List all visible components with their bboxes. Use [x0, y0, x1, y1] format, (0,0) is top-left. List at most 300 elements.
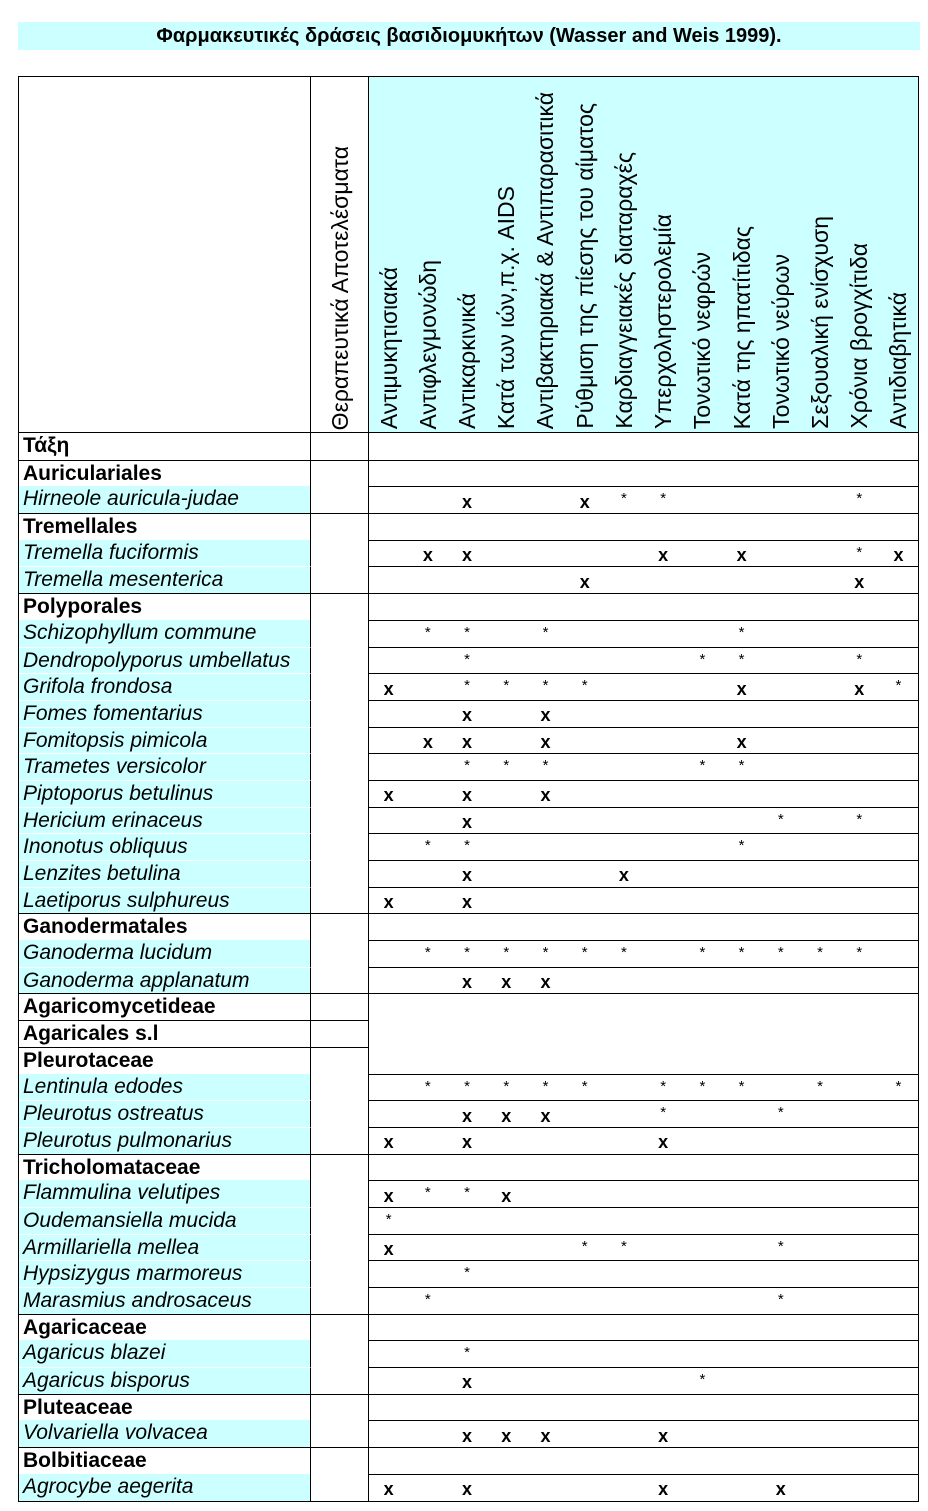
empty-cell	[761, 754, 800, 780]
effects-cells	[369, 1314, 918, 1341]
empty-cell	[683, 567, 722, 593]
mark-x: x	[422, 731, 433, 752]
column-header	[447, 77, 486, 432]
mark-asterisk: *	[464, 623, 470, 641]
group-name: Τάξη	[19, 433, 311, 460]
empty-cell	[879, 1261, 918, 1287]
species-name: Piptoporus betulinus	[19, 780, 311, 807]
effects-cells	[369, 1180, 918, 1207]
therapeutic-results-cell	[311, 1420, 369, 1447]
species-name: Hirneole auricula-judae	[19, 486, 311, 513]
empty-cell	[604, 1075, 643, 1101]
empty-cell	[722, 1368, 761, 1394]
empty-cell	[604, 1261, 643, 1287]
effects-cells	[369, 700, 918, 727]
species-name: Lenzites betulina	[19, 860, 311, 887]
empty-cell	[604, 648, 643, 674]
empty-cell	[565, 1181, 604, 1207]
species-name: Volvariella volvacea	[19, 1420, 311, 1447]
empty-cell	[408, 1368, 447, 1394]
empty-cell	[644, 728, 683, 754]
empty-cell	[683, 1101, 722, 1127]
empty-cell	[565, 648, 604, 674]
group-name: Tremellales	[19, 513, 311, 540]
species-row	[19, 540, 918, 567]
mark-x: x	[462, 1105, 473, 1126]
empty-cell	[761, 674, 800, 700]
species-name: Hericium erinaceus	[19, 807, 311, 834]
mark-asterisk: *	[464, 837, 470, 855]
empty-cell	[408, 1208, 447, 1234]
empty-cell	[840, 888, 879, 914]
mark-x: x	[854, 571, 865, 592]
empty-cell	[761, 888, 800, 914]
therapeutic-results-cell	[311, 753, 369, 780]
mark-x: x	[383, 678, 394, 699]
species-name: Grifola frondosa	[19, 673, 311, 700]
empty-cell	[761, 1208, 800, 1234]
empty-cell	[840, 754, 879, 780]
empty-cell	[644, 808, 683, 834]
mark-x: x	[383, 892, 394, 913]
species-name: Pleurotus pulmonarius	[19, 1127, 311, 1154]
empty-cell	[487, 1288, 526, 1314]
empty-cell	[761, 541, 800, 567]
empty-cell	[369, 487, 408, 513]
group-name: Ganodermatales	[19, 913, 311, 940]
empty-cell	[683, 621, 722, 647]
effects-cells	[369, 913, 918, 940]
empty-cell	[683, 1288, 722, 1314]
therapeutic-results-cell	[311, 1260, 369, 1287]
therapeutic-results-cell	[311, 833, 369, 860]
therapeutic-results-cell	[311, 566, 369, 593]
mark-asterisk: *	[464, 1184, 470, 1202]
empty-cell	[644, 1368, 683, 1394]
group-name: Agaricaceae	[19, 1314, 311, 1341]
therapeutic-results-cell	[311, 540, 369, 567]
empty-cell	[604, 1208, 643, 1234]
species-row	[19, 700, 918, 727]
column-header-label: Χρόνια βρογχίτιδα	[846, 243, 873, 429]
mark-asterisk: *	[424, 623, 431, 641]
empty-cell	[487, 567, 526, 593]
species-row	[19, 1420, 918, 1447]
empty-cell	[879, 834, 918, 860]
empty-cell	[604, 567, 643, 593]
empty-cell	[761, 701, 800, 727]
empty-cell	[840, 1235, 879, 1261]
empty-cell	[487, 621, 526, 647]
empty-cell	[761, 567, 800, 593]
mark-x: x	[383, 1479, 394, 1500]
empty-cell	[604, 1475, 643, 1501]
effects-cells	[369, 1100, 918, 1127]
mark-asterisk: *	[621, 944, 627, 962]
therapeutic-results-cell	[311, 647, 369, 674]
empty-cell	[644, 1235, 683, 1261]
column-header-label: Αντικαρκινικά	[454, 293, 481, 429]
empty-cell	[408, 1475, 447, 1501]
mark-x: x	[736, 545, 747, 566]
mark-asterisk: *	[777, 810, 784, 828]
mark-asterisk: *	[738, 650, 745, 668]
empty-cell	[879, 1368, 918, 1394]
effects-cells	[369, 1340, 918, 1367]
empty-cell	[879, 808, 918, 834]
empty-cell	[722, 701, 761, 727]
empty-cell	[683, 1475, 722, 1501]
therapeutic-results-cell	[311, 1154, 369, 1181]
effects-cells	[369, 1367, 918, 1394]
therapeutic-results-cell	[311, 1020, 369, 1047]
empty-cell	[879, 728, 918, 754]
group-name: Tricholomataceae	[19, 1154, 311, 1181]
empty-cell	[800, 1208, 839, 1234]
empty-cell	[487, 541, 526, 567]
therapeutic-results-cell	[311, 673, 369, 700]
empty-cell	[800, 541, 839, 567]
empty-cell	[761, 1261, 800, 1287]
empty-cell	[879, 941, 918, 967]
column-header-label: Σεξουαλική ενίσχυση	[807, 216, 834, 429]
mark-x: x	[618, 865, 629, 886]
mark-asterisk: *	[699, 1371, 706, 1389]
empty-cell	[487, 1261, 526, 1287]
empty-cell	[800, 487, 839, 513]
empty-cell	[722, 1181, 761, 1207]
mark-x: x	[658, 1132, 669, 1153]
empty-cell	[487, 487, 526, 513]
empty-cell	[644, 968, 683, 994]
mark-asterisk: *	[621, 1237, 627, 1255]
empty-cell	[761, 968, 800, 994]
group-name: Auriculariales	[19, 460, 311, 487]
column-header-label: Αντιδιαβητικά	[885, 292, 912, 429]
mark-x: x	[579, 491, 590, 512]
group-row	[19, 913, 918, 940]
empty-cell	[408, 1235, 447, 1261]
empty-cell	[644, 781, 683, 807]
therapeutic-results-cell	[311, 1180, 369, 1207]
empty-cell	[644, 754, 683, 780]
empty-cell	[722, 1288, 761, 1314]
empty-cell	[879, 701, 918, 727]
empty-cell	[369, 1368, 408, 1394]
empty-cell	[879, 754, 918, 780]
mark-asterisk: *	[777, 944, 784, 962]
empty-cell	[487, 648, 526, 674]
empty-cell	[840, 1128, 879, 1154]
column-header-label: Τονωτικό νεύρων	[767, 254, 794, 429]
species-name: Agrocybe aegerita	[19, 1474, 311, 1501]
empty-cell	[526, 541, 565, 567]
mark-x: x	[854, 678, 865, 699]
empty-cell	[800, 1288, 839, 1314]
table-header	[19, 77, 918, 433]
empty-cell	[447, 1235, 486, 1261]
empty-cell	[879, 888, 918, 914]
empty-cell	[644, 941, 683, 967]
mark-x: x	[383, 1238, 394, 1259]
mark-asterisk: *	[503, 677, 510, 695]
mark-x: x	[462, 811, 473, 832]
mark-x: x	[462, 705, 473, 726]
empty-cell	[369, 941, 408, 967]
species-row	[19, 1100, 918, 1127]
mark-asterisk: *	[503, 944, 510, 962]
empty-cell	[644, 1181, 683, 1207]
empty-cell	[683, 541, 722, 567]
mark-asterisk: *	[464, 757, 470, 775]
empty-cell	[683, 1261, 722, 1287]
therapeutic-results-header	[311, 77, 369, 432]
effects-cells	[369, 1020, 918, 1047]
effects-cells	[369, 540, 918, 567]
species-row	[19, 1207, 918, 1234]
empty-cell	[683, 674, 722, 700]
empty-cell	[879, 1101, 918, 1127]
empty-cell	[840, 1208, 879, 1234]
mark-x: x	[383, 1185, 394, 1206]
empty-cell	[800, 1128, 839, 1154]
empty-cell	[800, 1235, 839, 1261]
empty-cell	[604, 968, 643, 994]
empty-cell	[604, 1368, 643, 1394]
empty-cell	[408, 1341, 447, 1367]
therapeutic-results-label: Θεραπευτικά Αποτελέσματα	[326, 145, 353, 430]
empty-cell	[487, 861, 526, 887]
empty-cell	[840, 728, 879, 754]
empty-cell	[369, 567, 408, 593]
mark-asterisk: *	[581, 944, 588, 962]
mark-x: x	[462, 1479, 473, 1500]
group-row	[19, 593, 918, 620]
empty-cell	[879, 648, 918, 674]
empty-cell	[487, 1368, 526, 1394]
empty-cell	[565, 621, 604, 647]
empty-cell	[722, 1421, 761, 1447]
effects-cells	[369, 1154, 918, 1181]
therapeutic-results-cell	[311, 727, 369, 754]
column-header-label: Αντιβακτηριακά & Αντιπαρασιτικά	[532, 91, 559, 429]
empty-cell	[800, 808, 839, 834]
species-row	[19, 887, 918, 914]
empty-cell	[840, 1341, 879, 1367]
empty-cell	[800, 1181, 839, 1207]
empty-cell	[526, 648, 565, 674]
mark-asterisk: *	[464, 1077, 470, 1095]
empty-cell	[369, 728, 408, 754]
mark-asterisk: *	[777, 1237, 784, 1255]
empty-cell	[644, 888, 683, 914]
column-header	[879, 77, 918, 432]
mark-asterisk: *	[856, 490, 863, 508]
empty-cell	[722, 1128, 761, 1154]
effects-cells	[369, 513, 918, 540]
species-name: Ganoderma applanatum	[19, 967, 311, 994]
empty-cell	[487, 728, 526, 754]
empty-cell	[761, 487, 800, 513]
mark-x: x	[501, 1105, 512, 1126]
mark-x: x	[462, 545, 473, 566]
empty-cell	[526, 1208, 565, 1234]
empty-cell	[761, 1128, 800, 1154]
species-name: Tremella fuciformis	[19, 540, 311, 567]
empty-cell	[369, 861, 408, 887]
mark-asterisk: *	[385, 1210, 392, 1228]
mark-asterisk: *	[738, 837, 745, 855]
species-name: Fomes fomentarius	[19, 700, 311, 727]
effects-cells	[369, 1474, 918, 1501]
empty-cell	[604, 1421, 643, 1447]
mark-x: x	[775, 1479, 786, 1500]
table-body	[19, 433, 918, 1501]
mark-asterisk: *	[777, 1104, 784, 1122]
group-row	[19, 1020, 918, 1047]
mark-asterisk: *	[464, 650, 470, 668]
empty-cell	[800, 1101, 839, 1127]
empty-cell	[879, 1181, 918, 1207]
therapeutic-results-cell	[311, 1394, 369, 1421]
empty-cell	[840, 621, 879, 647]
mark-x: x	[383, 785, 394, 806]
empty-cell	[408, 1101, 447, 1127]
empty-cell	[800, 674, 839, 700]
mark-asterisk: *	[464, 677, 470, 695]
effects-cells	[369, 1234, 918, 1261]
empty-cell	[604, 541, 643, 567]
empty-cell	[565, 1421, 604, 1447]
species-name: Fomitopsis pimicola	[19, 727, 311, 754]
empty-cell	[487, 1341, 526, 1367]
mark-x: x	[462, 491, 473, 512]
empty-cell	[565, 861, 604, 887]
mark-asterisk: *	[699, 757, 706, 775]
empty-cell	[526, 1341, 565, 1367]
empty-cell	[408, 1261, 447, 1287]
mark-asterisk: *	[464, 1264, 470, 1282]
column-header	[526, 77, 565, 432]
column-header-label: Κατά των ιών,π.χ. AIDS	[493, 185, 520, 429]
empty-cell	[800, 968, 839, 994]
therapeutic-results-cell	[311, 460, 369, 487]
therapeutic-results-cell	[311, 1314, 369, 1341]
empty-cell	[408, 1128, 447, 1154]
empty-cell	[879, 621, 918, 647]
species-name: Hypsizygus marmoreus	[19, 1260, 311, 1287]
column-header	[604, 77, 643, 432]
group-name: Agaricales s.l	[19, 1020, 311, 1047]
mark-asterisk: *	[895, 1077, 902, 1095]
empty-cell	[644, 621, 683, 647]
species-row	[19, 486, 918, 513]
empty-cell	[604, 1128, 643, 1154]
empty-cell	[840, 1475, 879, 1501]
empty-cell	[683, 728, 722, 754]
empty-cell	[447, 1288, 486, 1314]
group-row	[19, 1447, 918, 1474]
empty-cell	[526, 888, 565, 914]
species-name: Marasmius androsaceus	[19, 1287, 311, 1314]
empty-cell	[683, 1235, 722, 1261]
species-row	[19, 1180, 918, 1207]
empty-cell	[722, 1208, 761, 1234]
mark-asterisk: *	[738, 623, 745, 641]
species-name: Agaricus bisporus	[19, 1367, 311, 1394]
empty-cell	[879, 1475, 918, 1501]
empty-cell	[840, 1181, 879, 1207]
species-name: Schizophyllum commune	[19, 620, 311, 647]
effects-cells	[369, 620, 918, 647]
species-row	[19, 1474, 918, 1501]
therapeutic-results-cell	[311, 913, 369, 940]
group-row	[19, 1154, 918, 1181]
empty-cell	[644, 1208, 683, 1234]
empty-cell	[800, 567, 839, 593]
mark-asterisk: *	[464, 1344, 470, 1362]
empty-cell	[526, 487, 565, 513]
mark-asterisk: *	[503, 757, 510, 775]
empty-cell	[761, 861, 800, 887]
empty-cell	[800, 834, 839, 860]
therapeutic-results-cell	[311, 1207, 369, 1234]
empty-cell	[800, 781, 839, 807]
empty-cell	[683, 861, 722, 887]
empty-cell	[526, 1235, 565, 1261]
empty-cell	[840, 701, 879, 727]
mark-x: x	[462, 865, 473, 886]
group-name: Polyporales	[19, 593, 311, 620]
empty-cell	[408, 701, 447, 727]
empty-cell	[604, 1181, 643, 1207]
mark-asterisk: *	[817, 1077, 823, 1095]
empty-cell	[800, 1261, 839, 1287]
empty-cell	[722, 888, 761, 914]
empty-cell	[840, 1368, 879, 1394]
empty-cell	[604, 674, 643, 700]
effects-cells	[369, 1047, 918, 1074]
mark-asterisk: *	[542, 944, 549, 962]
empty-cell	[761, 834, 800, 860]
empty-cell	[369, 1341, 408, 1367]
therapeutic-results-cell	[311, 993, 369, 1020]
mark-x: x	[579, 571, 590, 592]
effects-cells	[369, 1287, 918, 1314]
mark-asterisk: *	[581, 1077, 588, 1095]
empty-cell	[369, 701, 408, 727]
column-header-label: Ρύθμιση της πίεσης του αίματος	[571, 103, 598, 429]
effects-cells	[369, 1447, 918, 1474]
empty-cell	[722, 861, 761, 887]
species-name: Laetiporus sulphureus	[19, 887, 311, 914]
empty-cell	[447, 567, 486, 593]
effects-cells	[369, 780, 918, 807]
empty-cell	[644, 648, 683, 674]
empty-cell	[879, 861, 918, 887]
effects-cells	[369, 1394, 918, 1421]
group-row	[19, 993, 918, 1020]
group-name: Bolbitiaceae	[19, 1447, 311, 1474]
column-header	[840, 77, 879, 432]
empty-cell	[565, 781, 604, 807]
empty-cell	[800, 701, 839, 727]
empty-cell	[800, 1341, 839, 1367]
empty-cell	[369, 1288, 408, 1314]
effects-cells	[369, 753, 918, 780]
empty-cell	[369, 1101, 408, 1127]
empty-cell	[683, 1181, 722, 1207]
